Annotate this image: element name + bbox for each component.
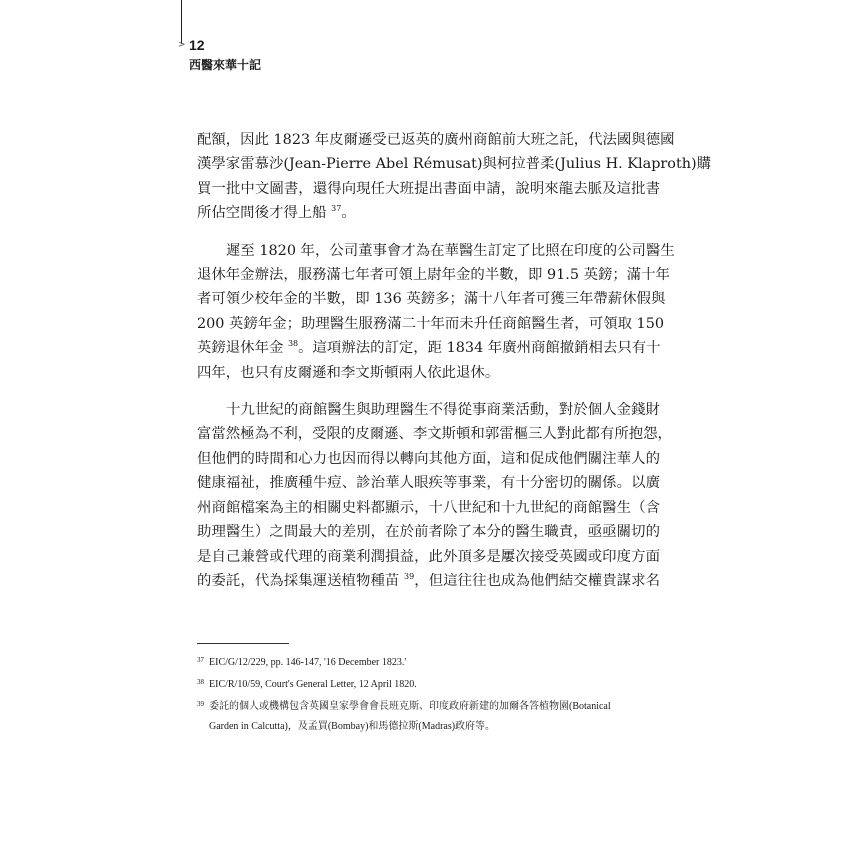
text-line — [197, 336, 660, 360]
footnote — [197, 675, 667, 695]
footnote-number: 38 — [197, 678, 204, 686]
text-line: 配額，因此 1823 年皮爾遜受已返英的廣州商館前大班之託，代法國與德國 — [197, 132, 675, 148]
footnote-text: EIC/G/12/229, pp. 146-147, '16 December 1823.' — [209, 657, 407, 668]
text-run: ，但這往往也成為他們結交權貴謀求名 — [414, 572, 660, 589]
text-run: 。這項辦法的訂定，距 1834 年廣州商館撤銷相去只有十 — [298, 340, 661, 357]
text-line: 是自己兼營或代理的商業利潤損益，此外頂多是屢次接受英國或印度方面 — [197, 548, 660, 565]
page-number: 12 — [189, 37, 205, 53]
body-text — [197, 128, 712, 606]
footnote-number: 39 — [197, 700, 204, 708]
text-line: 漢學家雷慕沙(Jean-Pierre Abel Rémusat)與柯拉普柔(Julius H. Klaproth)購 — [197, 156, 712, 173]
text-line: 200 英鎊年金；助理醫生服務滿二十年而未升任商館醫生者，可領取 150 — [197, 315, 665, 332]
text-line: 助理醫生）之間最大的差別，在於前者除了本分的醫生職責，亟亟關切的 — [197, 524, 660, 541]
footnotes — [197, 653, 667, 739]
running-title: 西醫來華十記 — [189, 58, 262, 72]
text-line — [197, 569, 660, 593]
text-line: 州商館檔案為主的相關史料都顯示，十八世紀和十九世紀的商館醫生（含 — [197, 499, 660, 516]
text-line: 富當然極為不利，受限的皮爾遜、李文斯頓和郭雷樞三人對此都有所抱怨， — [197, 426, 672, 443]
text-line — [197, 201, 660, 225]
text-line: 者可領少校年金的半數，即 136 英鎊多；滿十八年者可獲三年帶薪休假與 — [197, 291, 666, 308]
footnote — [197, 697, 667, 737]
paragraph — [197, 239, 675, 385]
paragraph — [197, 398, 672, 593]
text-run: 所佔空間後才得上船 — [197, 205, 327, 222]
text-line: 十九世紀的商館醫生與助理醫生不得從事商業活動，對於個人金錢財 — [226, 402, 660, 419]
text-line: 買一批中文圖書，還得向現任大班提出書面申請，說明來龍去脈及這批書 — [197, 180, 660, 197]
footnote-ref[interactable]: 38 — [287, 339, 299, 349]
footnote-number: 37 — [197, 656, 204, 664]
text-line: 退休年金辦法，服務滿七年者可領上尉年金的半數，即 91.5 英鎊；滿十年 — [197, 267, 670, 284]
text-line: 健康福祉，推廣種牛痘、診治華人眼疾等事業，有十分密切的關係。以廣 — [197, 475, 660, 492]
text-run: 的委託，代為採集運送植物種苗 — [197, 572, 400, 589]
footnote-text: 委託的個人或機構包含英國皇家學會會長班克斯、印度政府新建的加爾各答植物園(Botanical — [209, 701, 611, 712]
text-run: 。 — [341, 205, 356, 222]
margin-rule — [181, 0, 182, 44]
text-run: 英鎊退休年金 — [197, 340, 284, 357]
text-line: 遲至 1820 年，公司董事會才為在華醫生訂定了比照在印度的公司醫生 — [226, 242, 675, 259]
footnote-text: EIC/R/10/59, Court's General Letter, 12 April 1820. — [209, 679, 417, 690]
footnote-text: Garden in Calcutta)，及孟買(Bombay)和馬德拉斯(Madras)政府等。 — [209, 721, 496, 732]
footnote-ref[interactable]: 37 — [331, 204, 342, 214]
footnote-separator — [197, 643, 289, 644]
footnote — [197, 653, 667, 673]
paragraph — [197, 128, 712, 226]
footnote-ref[interactable]: 39 — [404, 571, 415, 581]
text-line: 四年，也只有皮爾遜和李文斯頓兩人依此退休。 — [197, 364, 500, 381]
header-marker: > — [178, 40, 186, 50]
text-line: 但他們的時間和心力也因而得以轉向其他方面，這和促成他們關注華人的 — [197, 450, 660, 467]
